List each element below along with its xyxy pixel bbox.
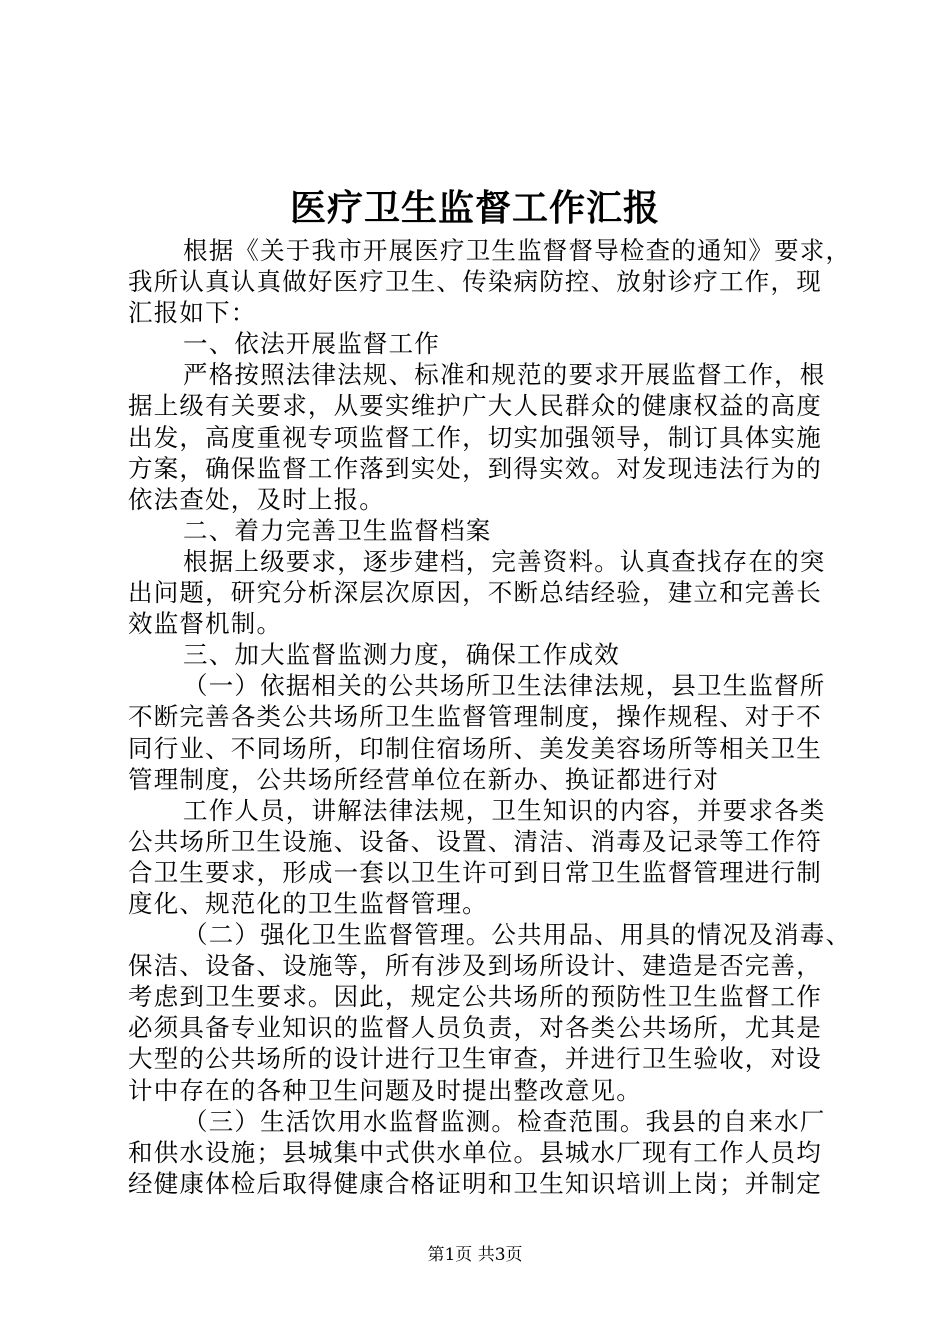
paragraph-line: 度化、规范化的卫生监督管理。 — [128, 888, 488, 918]
paragraph-line: 管理制度，公共场所经营单位在新办、换证都进行对 — [128, 764, 720, 794]
paragraph-line: 严格按照法律法规、标准和规范的要求开展监督工作，根 — [183, 360, 826, 390]
paragraph-line: 效监督机制。 — [128, 609, 283, 639]
document-body — [128, 235, 852, 1199]
paragraph-line: 合卫生要求，形成一套以卫生许可到日常卫生监督管理进行制 — [128, 857, 822, 887]
paragraph-line: 依法查处，及时上报。 — [128, 484, 385, 514]
paragraph-line: 据上级有关要求，从要实维护广大人民群众的健康权益的高度 — [128, 391, 822, 421]
paragraph-line: （三）生活饮用水监督监测。检查范围。我县的自来水厂 — [183, 1106, 826, 1136]
paragraph-line: （一）依据相关的公共场所卫生法律法规，县卫生监督所 — [183, 671, 826, 701]
paragraph-line: 方案，确保监督工作落到实处，到得实效。对发现违法行为的 — [128, 453, 822, 483]
paragraph-line: （二）强化卫生监督管理。公共用品、用具的情况及消毒、 — [183, 920, 852, 950]
paragraph-line: 同行业、不同场所，印制住宿场所、美发美容场所等相关卫生 — [128, 733, 822, 763]
paragraph-line: 工作人员，讲解法律法规，卫生知识的内容，并要求各类 — [183, 795, 826, 825]
paragraph-line: 保洁、设备、设施等，所有涉及到场所设计、建造是否完善， — [128, 951, 822, 981]
paragraph-line: 大型的公共场所的设计进行卫生审查，并进行卫生验收，对设 — [128, 1044, 822, 1074]
paragraph-line: 根据上级要求，逐步建档，完善资料。认真查找存在的突 — [183, 546, 826, 576]
paragraph-line: 我所认真认真做好医疗卫生、传染病防控、放射诊疗工作，现 — [128, 267, 822, 297]
paragraph-line: 出问题，研究分析深层次原因，不断总结经验，建立和完善长 — [128, 578, 822, 608]
page-footer: 第1页 共3页 — [427, 1245, 523, 1265]
paragraph-line: 计中存在的各种卫生问题及时提出整改意见。 — [128, 1075, 642, 1105]
paragraph-line: 考虑到卫生要求。因此，规定公共场所的预防性卫生监督工作 — [128, 982, 822, 1012]
paragraph-line: 三、加大监督监测力度，确保工作成效 — [183, 640, 620, 670]
paragraph-line: 公共场所卫生设施、设备、设置、清洁、消毒及记录等工作符 — [128, 826, 822, 856]
paragraph-line: 和供水设施；县城集中式供水单位。县城水厂现有工作人员均 — [128, 1137, 822, 1167]
document-title: 医疗卫生监督工作汇报 — [289, 187, 660, 229]
paragraph-line: 二、着力完善卫生监督档案 — [183, 515, 492, 545]
paragraph-line: 必须具备专业知识的监督人员负责，对各类公共场所，尤其是 — [128, 1013, 822, 1043]
paragraph-line: 根据《关于我市开展医疗卫生监督督导检查的通知》要求， — [183, 236, 852, 265]
paragraph-line: 经健康体检后取得健康合格证明和卫生知识培训上岗；并制定 — [128, 1168, 822, 1198]
paragraph-line: 汇报如下： — [128, 298, 257, 328]
paragraph-line: 不断完善各类公共场所卫生监督管理制度，操作规程、对于不 — [128, 702, 822, 732]
paragraph-line: 一、依法开展监督工作 — [183, 329, 440, 359]
paragraph-line: 出发，高度重视专项监督工作，切实加强领导，制订具体实施 — [128, 422, 822, 452]
